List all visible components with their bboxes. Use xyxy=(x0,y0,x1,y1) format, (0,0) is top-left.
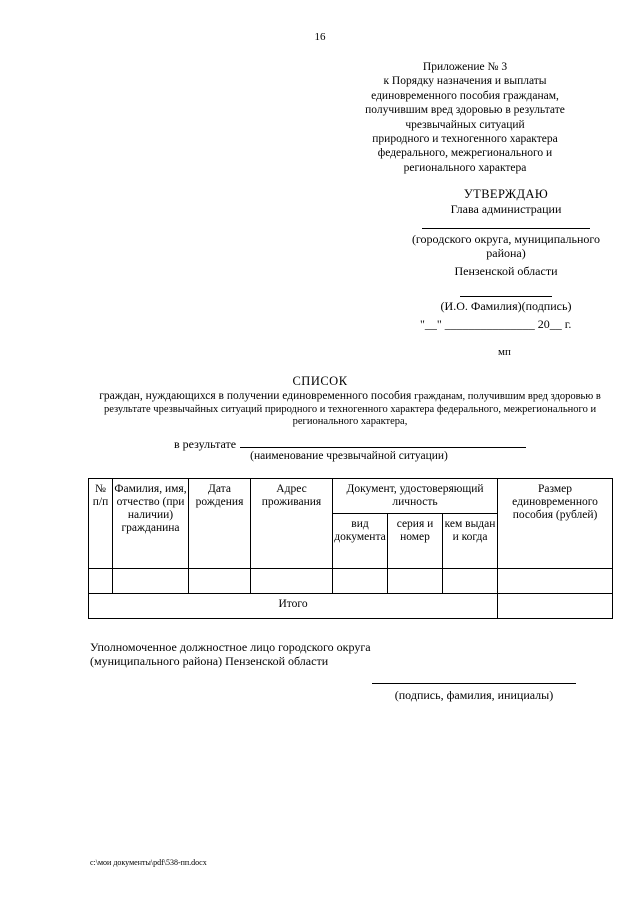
approve-heading: УТВЕРЖДАЮ xyxy=(463,187,549,201)
approve-region: Пензенской области xyxy=(454,264,558,278)
table-cell xyxy=(89,569,113,594)
table-cell xyxy=(333,569,388,594)
approve-post-note: (городского округа, муниципального района) xyxy=(411,232,601,260)
total-value xyxy=(498,594,613,619)
page-number: 16 xyxy=(314,31,326,43)
table-cell xyxy=(113,569,189,594)
table-cell xyxy=(498,569,613,594)
result-prefix: в результате xyxy=(174,437,237,451)
file-path-footer: c:\мои документы\pdf\538-пп.docx xyxy=(90,858,207,867)
appendix-line: единовременного пособия гражданам, xyxy=(371,89,559,102)
result-blank-line xyxy=(240,437,526,448)
signature-line xyxy=(460,296,552,297)
subheader-doc-issued: кем выдан и когда xyxy=(443,514,498,569)
official-signature-note: (подпись, фамилия, инициалы) xyxy=(394,688,554,702)
total-row xyxy=(89,594,613,619)
subheader-doc-type: вид документа xyxy=(333,514,388,569)
table-cell xyxy=(443,569,498,594)
list-description-rest: гражданам, получившим вред здоровью в результате чрезвычайных ситуаций природного и техногенного характера федерального, межрегионального и регионального характера, xyxy=(103,391,601,428)
appendix-line: федерального, межрегионального и xyxy=(377,147,553,160)
list-description xyxy=(88,390,612,429)
appendix-line: получившим вред здоровью в результате xyxy=(365,104,565,117)
appendix-line: Приложение № 3 xyxy=(422,61,508,73)
appendix-line: регионального характера xyxy=(403,161,527,174)
approval-block xyxy=(392,186,620,313)
list-title: СПИСОК xyxy=(292,374,348,388)
header-birth: Дата рождения xyxy=(189,479,251,569)
result-note: (наименование чрезвычайной ситуации) xyxy=(250,450,448,462)
subheader-doc-series: серия и номер xyxy=(388,514,443,569)
stamp-place: мп xyxy=(498,346,511,358)
list-description-main: граждан, нуждающихся в получении единовременного пособия xyxy=(99,390,415,402)
approve-post: Глава администрации xyxy=(450,202,562,216)
table-row xyxy=(89,569,613,594)
table-cell xyxy=(251,569,333,594)
citizens-table xyxy=(88,478,613,619)
official-signature-line xyxy=(372,683,576,684)
appendix-line: к Порядку назначения и выплаты xyxy=(383,75,547,88)
table-cell xyxy=(189,569,251,594)
total-label: Итого xyxy=(89,594,498,619)
header-document: Документ, удостоверяющий личность xyxy=(333,479,498,514)
appendix-line: чрезвычайных ситуаций xyxy=(405,118,525,131)
appendix-line: природного и техногенного характера xyxy=(372,133,558,146)
approve-signature-note: (И.О. Фамилия)(подпись) xyxy=(440,299,572,313)
header-name: Фамилия, имя, отчество (при наличии) гражданина xyxy=(113,479,189,569)
header-num: № п/п xyxy=(89,479,113,569)
header-address: Адрес проживания xyxy=(251,479,333,569)
header-amount: Размер единовременного пособия (рублей) xyxy=(498,479,613,569)
appendix-block xyxy=(336,60,594,175)
official-signature-caption: Уполномоченное должностное лицо городского округа (муниципального района) Пензенской области xyxy=(90,640,371,668)
table-cell xyxy=(388,569,443,594)
post-signature-line xyxy=(422,228,590,229)
approve-date-line: "__" _______________ 20__ г. xyxy=(420,317,572,331)
